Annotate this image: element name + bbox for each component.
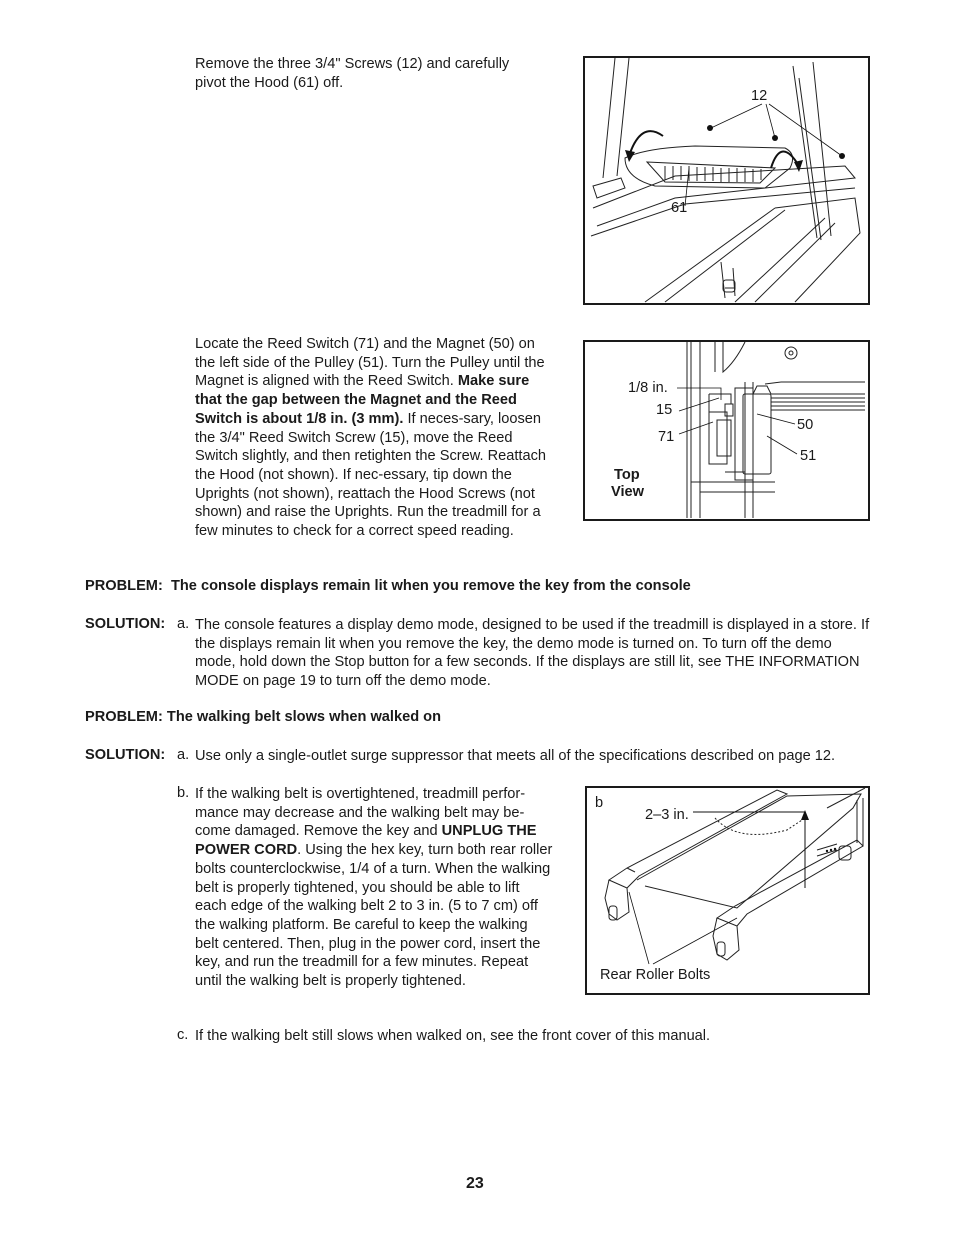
solution2-b-part2: . Using the hex key, turn both rear roller bolts counterclockwise, 1/4 of a turn. When the walking belt is properly tightened, you should be able to lift each edge of the walking belt 2 to 3 in. (5 to 7 cm) off the walking platform. Be careful to keep the walking belt centered. Then, plug in the power cord, insert the key, and run the treadmill for a few minutes. Repeat until the walking belt is properly tightened. <box>195 842 553 990</box>
solution1-label: SOLUTION: <box>85 616 166 632</box>
solution2-b-part1: If the walking belt is overtightened, treadmill perfor-mance may decrease and the walking belt may be-come damaged. Remove the key and <box>195 786 526 840</box>
problem2-label: PROBLEM: <box>85 709 163 725</box>
belt-tension-drawing <box>587 788 868 993</box>
step2-text-bold: Make sure that the gap between the Magnet and the Reed Switch is about 1/8 in. (3 mm). <box>195 373 530 427</box>
pulley-callout: 51 <box>800 448 817 464</box>
solution2-b-bold: UNPLUG THE POWER CORD <box>195 823 537 859</box>
problem1-label: PROBLEM: <box>85 578 163 594</box>
solution2-label: SOLUTION: <box>85 747 166 763</box>
step1-text-content: Remove the three 3/4" Screws (12) and carefully pivot the Hood (61) off. <box>195 56 510 91</box>
reed-switch-figure <box>583 340 870 521</box>
solution2-c-marker: c. <box>177 1027 189 1043</box>
reed-switch-callout: 71 <box>658 429 675 445</box>
screw-callout: 12 <box>751 88 768 104</box>
step2-text-part2: If neces-sary, loosen the 3/4" Reed Switch Screw (15), move the Reed Switch slightly, and then retighten the Screw. Reattach the Hood (not shown). If nec-essary, tip down the Uprights (not shown), reattach the Hood Screws (not shown) and raise the Uprights. Run the treadmill for a few minutes to check for a correct speed reading. <box>195 410 546 540</box>
step2-text <box>195 335 555 541</box>
screw-15-callout: 15 <box>656 402 673 418</box>
solution2-a-text: Use only a single-outlet surge suppressor that meets all of the specifications described on page 12. <box>195 748 836 764</box>
view-label-top: Top <box>614 467 640 483</box>
lift-distance-callout: 2–3 in. <box>645 807 689 823</box>
step1-text <box>195 55 540 92</box>
page-number: 23 <box>466 1175 484 1192</box>
hood-callout: 61 <box>671 200 688 216</box>
belt-tension-figure <box>585 786 870 995</box>
magnet-callout: 50 <box>797 417 814 433</box>
step2-text-part1: Locate the Reed Switch (71) and the Magnet (50) on the left side of the Pulley (51). Turn the Pulley until the Magnet is aligned with the Reed Switch. <box>195 336 545 390</box>
solution1-a-text: The console features a display demo mode, designed to be used if the treadmill is displayed in a store. If the displays remain lit when you remove the key, the demo mode is turned on. To turn off the demo mode, hold down the Stop button for a few seconds. If the displays are still lit, see THE INFORMATION MODE on page 19 to turn off the demo mode. <box>195 617 870 690</box>
view-label-view: View <box>611 484 644 500</box>
problem1-heading <box>85 578 691 594</box>
problem2-text: The walking belt slows when walked on <box>166 709 441 725</box>
problem2-heading <box>85 709 441 725</box>
problem1-text: The console displays remain lit when you remove the key from the console <box>170 578 691 594</box>
hood-removal-drawing <box>585 58 868 303</box>
step-b-corner-label: b <box>595 795 604 811</box>
rear-roller-bolts-callout: Rear Roller Bolts <box>600 967 711 983</box>
solution1-a-marker: a. <box>177 616 190 632</box>
solution2-a-marker: a. <box>177 747 190 763</box>
solution2-b-marker: b. <box>177 785 190 801</box>
solution2-b-text <box>195 785 555 991</box>
solution2-c-text: If the walking belt still slows when walked on, see the front cover of this manual. <box>195 1028 711 1044</box>
hood-removal-figure <box>583 56 870 305</box>
gap-callout: 1/8 in. <box>628 380 668 396</box>
